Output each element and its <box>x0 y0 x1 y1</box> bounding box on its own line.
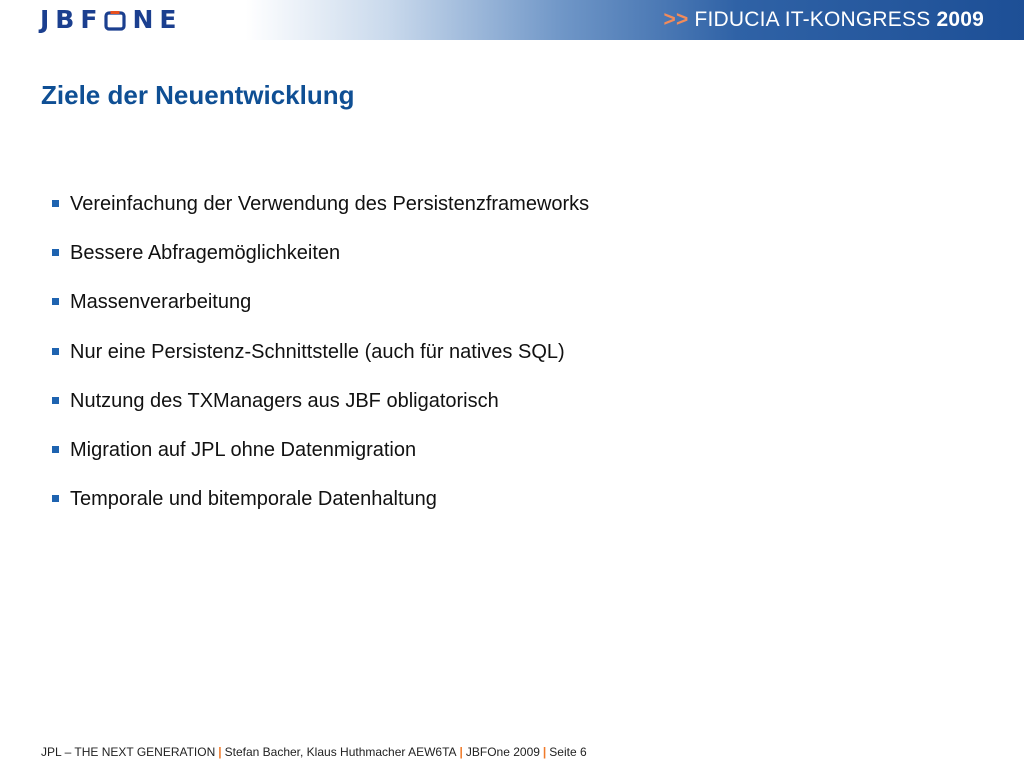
footer-separator: | <box>542 745 547 759</box>
congress-arrows: >> <box>663 8 689 31</box>
logo-text-right: NE <box>132 5 183 34</box>
square-bullet-icon <box>52 446 59 453</box>
bullet-text: Migration auf JPL ohne Datenmigration <box>70 439 417 462</box>
bullet-item <box>52 328 589 377</box>
bullet-text: Nutzung des TXManagers aus JBF obligatorisch <box>70 389 499 412</box>
square-bullet-icon <box>52 298 59 305</box>
slide-header <box>0 0 1024 40</box>
logo-o-icon <box>104 11 126 31</box>
bullet-text: Nur eine Persistenz-Schnittstelle (auch für natives SQL) <box>70 340 565 363</box>
footer-authors: Stefan Bacher, Klaus Huthmacher AEW6TA <box>224 745 457 759</box>
congress-year: 2009 <box>936 8 984 31</box>
square-bullet-icon <box>52 397 59 404</box>
bullet-text: Vereinfachung der Verwendung des Persistenzframeworks <box>70 193 590 216</box>
congress-name: FIDUCIA IT-KONGRESS <box>694 8 931 31</box>
bullet-text: Bessere Abfragemöglichkeiten <box>70 242 341 265</box>
bullet-text: Massenverarbeitung <box>70 291 252 314</box>
bullet-item <box>52 377 589 426</box>
square-bullet-icon <box>52 348 59 355</box>
bullet-item <box>52 475 589 524</box>
footer-presentation: JPL – THE NEXT GENERATION <box>41 745 216 759</box>
logo-text-left: JBF <box>40 5 104 34</box>
congress-banner <box>663 6 984 34</box>
bullet-text: Temporale und bitemporale Datenhaltung <box>70 488 437 511</box>
footer-separator: | <box>459 745 463 759</box>
bullet-item <box>52 426 589 475</box>
jbfone-logo <box>40 5 182 35</box>
slide-footer <box>41 744 587 760</box>
square-bullet-icon <box>52 495 59 502</box>
square-bullet-icon <box>52 249 59 256</box>
square-bullet-icon <box>52 200 59 207</box>
slide-title: Ziele der Neuentwicklung <box>41 80 355 110</box>
footer-event: JBFOne 2009 <box>465 745 540 759</box>
footer-separator: | <box>218 745 222 759</box>
bullet-item <box>52 180 589 229</box>
bullet-item <box>52 278 589 327</box>
bullet-list <box>52 180 589 524</box>
footer-page-number: Seite 6 <box>549 745 587 759</box>
bullet-item <box>52 229 589 278</box>
